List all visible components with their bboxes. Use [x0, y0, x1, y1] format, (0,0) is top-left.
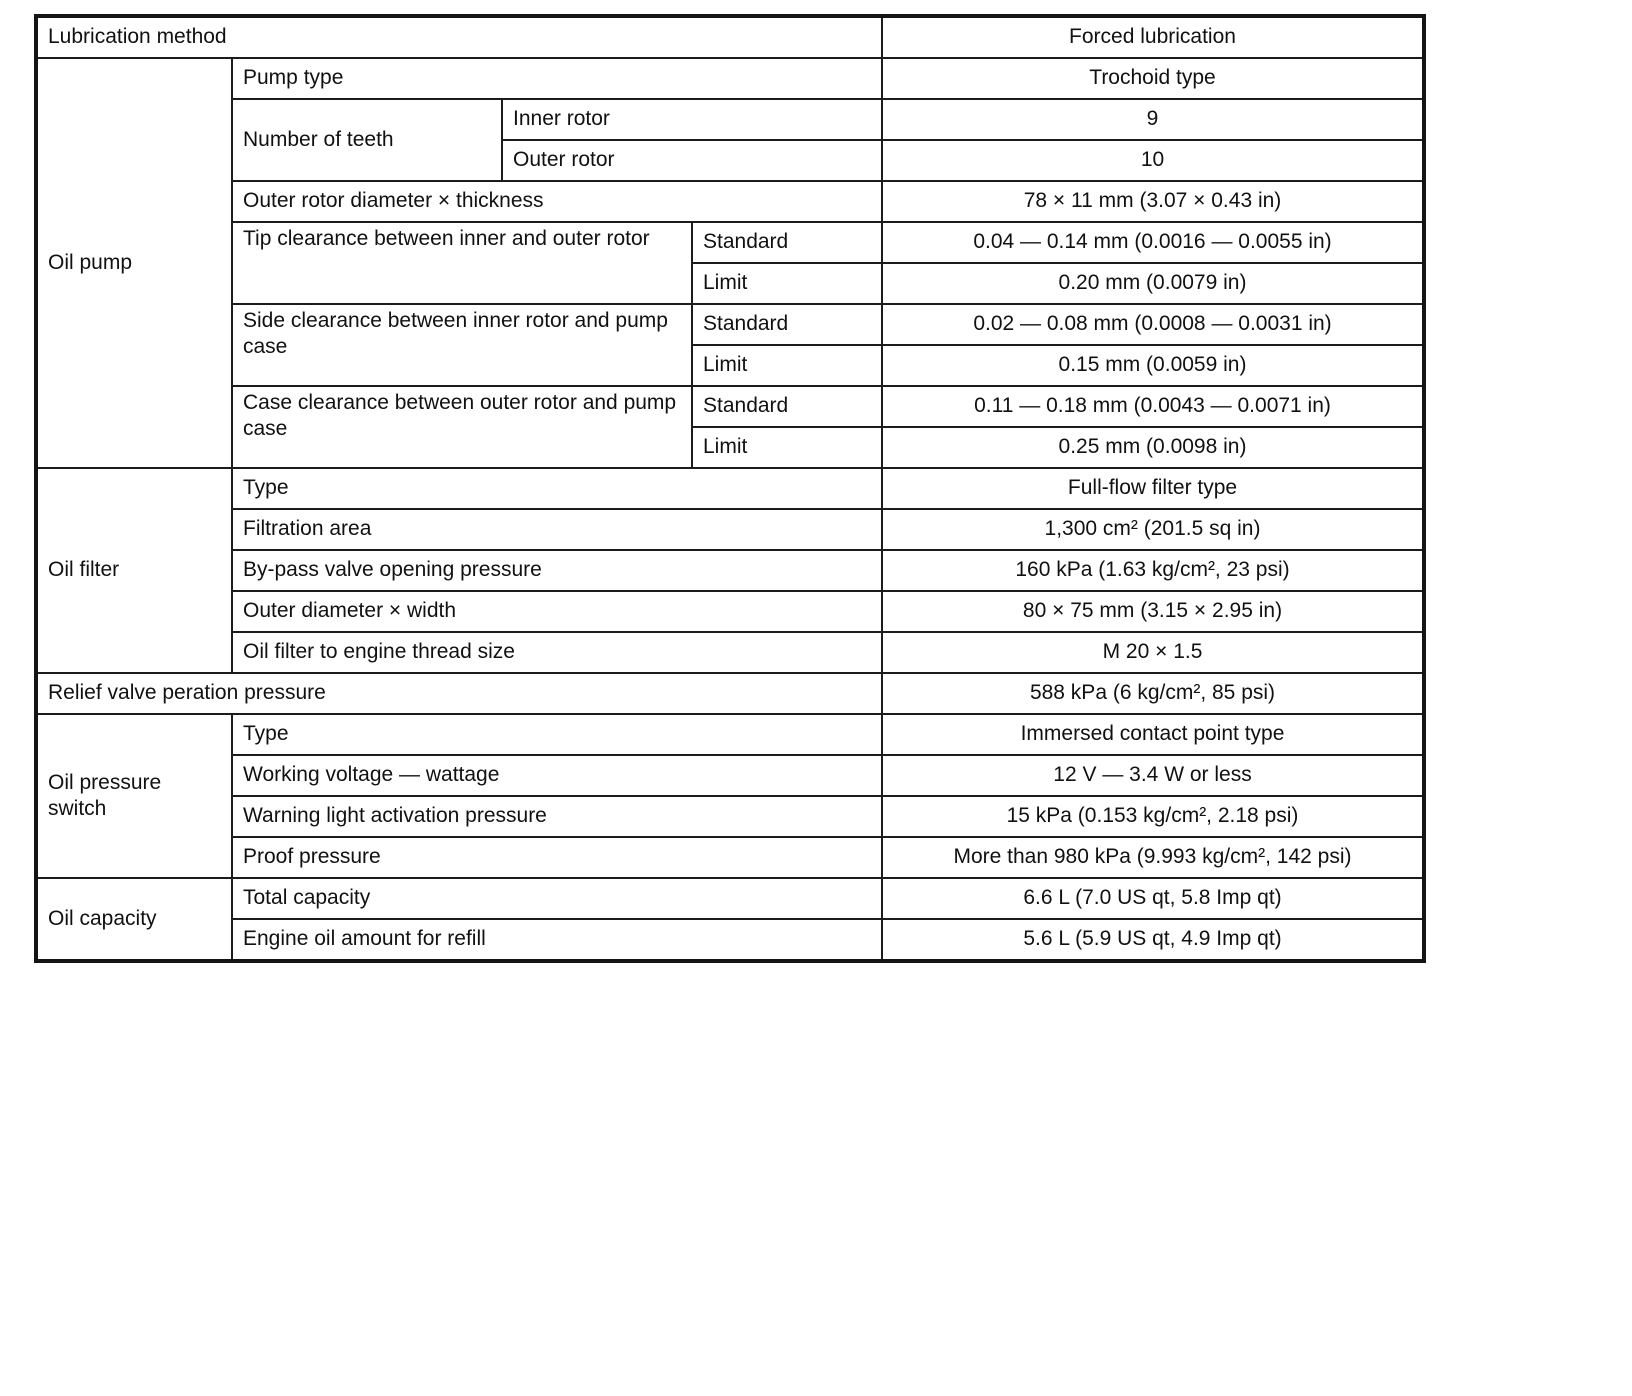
oil-filter-group-label: Oil filter [36, 468, 232, 673]
table-row [36, 919, 1424, 961]
total-capacity-label: Total capacity [232, 878, 882, 919]
tip-clearance-limit-value: 0.20 mm (0.0079 in) [882, 263, 1424, 304]
table-row [36, 58, 1424, 99]
table-row [36, 878, 1424, 919]
outer-rotor-value: 10 [882, 140, 1424, 181]
proof-pressure-label: Proof pressure [232, 837, 882, 878]
warning-light-pressure-value: 15 kPa (0.153 kg/cm², 2.18 psi) [882, 796, 1424, 837]
case-clearance-label: Case clearance between outer rotor and pump case [232, 386, 692, 468]
number-of-teeth-label: Number of teeth [232, 99, 502, 181]
table-row [36, 222, 1424, 263]
outer-rotor-label: Outer rotor [502, 140, 882, 181]
table-row [36, 755, 1424, 796]
bypass-valve-pressure-value: 160 kPa (1.63 kg/cm², 23 psi) [882, 550, 1424, 591]
tip-clearance-label: Tip clearance between inner and outer rotor [232, 222, 692, 304]
outer-diameter-width-value: 80 × 75 mm (3.15 × 2.95 in) [882, 591, 1424, 632]
switch-type-value: Immersed contact point type [882, 714, 1424, 755]
case-clearance-limit-label: Limit [692, 427, 882, 468]
tip-clearance-standard-value: 0.04 — 0.14 mm (0.0016 — 0.0055 in) [882, 222, 1424, 263]
outer-diameter-width-label: Outer diameter × width [232, 591, 882, 632]
table-row [36, 714, 1424, 755]
warning-light-pressure-label: Warning light activation pressure [232, 796, 882, 837]
outer-rotor-dimensions-label: Outer rotor diameter × thickness [232, 181, 882, 222]
total-capacity-value: 6.6 L (7.0 US qt, 5.8 Imp qt) [882, 878, 1424, 919]
side-clearance-limit-label: Limit [692, 345, 882, 386]
thread-size-label: Oil filter to engine thread size [232, 632, 882, 673]
side-clearance-label: Side clearance between inner rotor and pump case [232, 304, 692, 386]
refill-amount-value: 5.6 L (5.9 US qt, 4.9 Imp qt) [882, 919, 1424, 961]
filtration-area-label: Filtration area [232, 509, 882, 550]
side-clearance-limit-value: 0.15 mm (0.0059 in) [882, 345, 1424, 386]
oil-pump-group-label: Oil pump [36, 58, 232, 468]
table-row [36, 837, 1424, 878]
case-clearance-standard-label: Standard [692, 386, 882, 427]
lubrication-spec-table [34, 14, 1426, 963]
relief-valve-pressure-value: 588 kPa (6 kg/cm², 85 psi) [882, 673, 1424, 714]
case-clearance-standard-value: 0.11 — 0.18 mm (0.0043 — 0.0071 in) [882, 386, 1424, 427]
table-row [36, 591, 1424, 632]
tip-clearance-limit-label: Limit [692, 263, 882, 304]
switch-type-label: Type [232, 714, 882, 755]
inner-rotor-value: 9 [882, 99, 1424, 140]
lubrication-method-value: Forced lubrication [882, 16, 1424, 58]
thread-size-value: M 20 × 1.5 [882, 632, 1424, 673]
table-row [36, 509, 1424, 550]
table-row [36, 673, 1424, 714]
side-clearance-standard-label: Standard [692, 304, 882, 345]
table-row [36, 386, 1424, 427]
inner-rotor-label: Inner rotor [502, 99, 882, 140]
table-row [36, 16, 1424, 58]
proof-pressure-value: More than 980 kPa (9.993 kg/cm², 142 psi) [882, 837, 1424, 878]
pump-type-label: Pump type [232, 58, 882, 99]
oil-pressure-switch-group-label: Oil pressure switch [36, 714, 232, 878]
table-row [36, 181, 1424, 222]
table-row [36, 304, 1424, 345]
working-voltage-value: 12 V — 3.4 W or less [882, 755, 1424, 796]
bypass-valve-pressure-label: By-pass valve opening pressure [232, 550, 882, 591]
outer-rotor-dimensions-value: 78 × 11 mm (3.07 × 0.43 in) [882, 181, 1424, 222]
pump-type-value: Trochoid type [882, 58, 1424, 99]
oil-capacity-group-label: Oil capacity [36, 878, 232, 961]
oil-filter-type-value: Full-flow filter type [882, 468, 1424, 509]
lubrication-method-label: Lubrication method [36, 16, 882, 58]
refill-amount-label: Engine oil amount for refill [232, 919, 882, 961]
oil-filter-type-label: Type [232, 468, 882, 509]
table-row [36, 468, 1424, 509]
table-row [36, 796, 1424, 837]
filtration-area-value: 1,300 cm² (201.5 sq in) [882, 509, 1424, 550]
table-row [36, 550, 1424, 591]
working-voltage-label: Working voltage — wattage [232, 755, 882, 796]
table-row [36, 99, 1424, 140]
table-row [36, 632, 1424, 673]
tip-clearance-standard-label: Standard [692, 222, 882, 263]
case-clearance-limit-value: 0.25 mm (0.0098 in) [882, 427, 1424, 468]
relief-valve-pressure-label: Relief valve peration pressure [36, 673, 882, 714]
side-clearance-standard-value: 0.02 — 0.08 mm (0.0008 — 0.0031 in) [882, 304, 1424, 345]
